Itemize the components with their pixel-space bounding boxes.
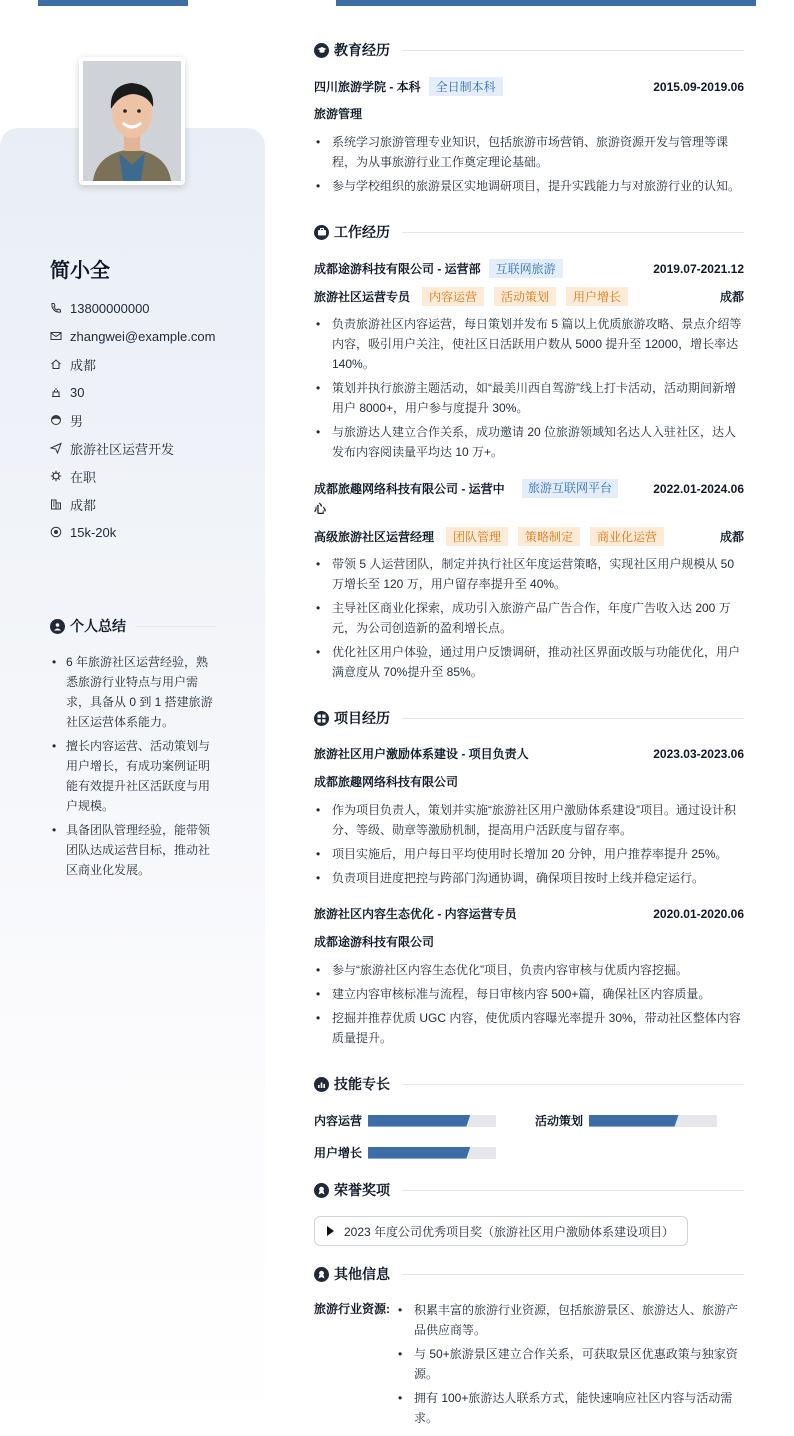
skill-item xyxy=(314,1144,496,1161)
other-label: 旅游行业资源: xyxy=(314,1302,390,1316)
city-row xyxy=(50,490,215,518)
summary-title-text: 个人总结 xyxy=(70,618,126,634)
send-icon xyxy=(50,442,62,454)
job-target-text: 旅游社区运营开发 xyxy=(70,441,175,457)
skill-tag: 用户增长 xyxy=(566,287,628,306)
user-icon xyxy=(50,619,65,634)
project-details xyxy=(314,800,744,892)
job-role: 高级旅游社区运营经理 xyxy=(314,530,435,544)
industry-tag: 互联网旅游 xyxy=(489,259,563,278)
list-item: • 6 年旅游社区运营经验，熟悉旅游行业特点与用户需求，具备从 0 到 1 搭建旅游社区运营体系能力。 xyxy=(50,652,215,732)
list-item: • 负责项目进度把控与跨部门沟通协调，确保项目按时上线并稳定运行。 xyxy=(314,868,744,888)
skills-title-text: 技能专长 xyxy=(334,1076,390,1092)
awards-title-text: 荣誉奖项 xyxy=(334,1182,390,1198)
salary-row xyxy=(50,518,215,546)
gender-row xyxy=(50,406,215,434)
project-company-row xyxy=(314,933,744,950)
graduation-icon xyxy=(314,43,329,58)
job-date: 2022.01-2024.06 xyxy=(653,482,744,496)
project-name: 旅游社区内容生态优化 - 内容运营专员 xyxy=(314,907,517,921)
skill-name: 内容运营 xyxy=(314,1114,363,1128)
skill-bar-fill xyxy=(368,1147,470,1159)
list-item: • 主导社区商业化探索，成功引入旅游产品广告合作，年度广告收入达 200 万元，为公司创造新的盈利增长点。 xyxy=(314,598,744,638)
other-title-text: 其他信息 xyxy=(334,1266,390,1282)
job-date: 2019.07-2021.12 xyxy=(653,261,744,276)
email-row xyxy=(50,322,215,350)
awards-section-title xyxy=(314,1180,744,1200)
skill-bar-fill xyxy=(589,1115,679,1127)
list-item: • 参与学校组织的旅游景区实地调研项目，提升实践能力与对旅游行业的认知。 xyxy=(314,176,744,196)
home-icon xyxy=(50,358,62,370)
age-icon xyxy=(50,386,62,398)
list-item: • 挖掘并推荐优质 UGC 内容，使优质内容曝光率提升 30%，带动社区整体内容质量提升。 xyxy=(314,1008,744,1048)
skill-tag: 活动策划 xyxy=(494,287,556,306)
city-text: 成都 xyxy=(70,497,97,513)
divider xyxy=(402,50,744,51)
briefcase-icon xyxy=(314,225,329,240)
award-icon xyxy=(314,1267,329,1282)
age-row xyxy=(50,378,215,406)
salary-icon xyxy=(50,526,62,538)
other-list xyxy=(396,1300,744,1432)
skill-item xyxy=(535,1112,717,1129)
award-text: 2023 年度公司优秀项目奖（旅游社区用户激励体系建设项目） xyxy=(344,1224,675,1239)
skill-name: 活动策划 xyxy=(535,1114,584,1128)
expand-triangle-icon xyxy=(327,1226,334,1236)
job-role-row xyxy=(314,527,744,546)
job-role: 旅游社区运营专员 xyxy=(314,290,411,304)
top-accent-bar-right xyxy=(336,0,756,6)
skill-tag: 商业化运营 xyxy=(590,527,664,546)
list-item: • 具备团队管理经验，能带领团队达成运营目标，推动社区商业化发展。 xyxy=(50,820,215,880)
list-item: • 参与“旅游社区内容生态优化”项目，负责内容审核与优质内容挖掘。 xyxy=(314,960,744,980)
skill-bar-fill xyxy=(368,1115,470,1127)
skill-item xyxy=(314,1112,496,1129)
divider xyxy=(402,1190,744,1191)
education-title-text: 教育经历 xyxy=(334,42,390,58)
project-header-row xyxy=(314,905,744,922)
phone-row xyxy=(50,294,215,322)
list-item: • 积累丰富的旅游行业资源，包括旅游景区、旅游达人、旅游产品供应商等。 xyxy=(396,1300,744,1340)
job-role-row xyxy=(314,287,744,306)
list-item: • 与 50+旅游景区建立合作关系，可获取景区优惠政策与独家资源。 xyxy=(396,1344,744,1384)
location-row xyxy=(50,350,215,378)
candidate-name: 简小全 xyxy=(50,260,110,282)
degree-tag: 全日制本科 xyxy=(429,77,503,96)
skill-name: 用户增长 xyxy=(314,1146,363,1160)
gender-icon xyxy=(50,414,62,426)
divider xyxy=(402,1274,744,1275)
job-header-row xyxy=(314,259,744,278)
industry-tag: 旅游互联网平台 xyxy=(522,479,618,498)
list-item: • 策划并执行旅游主题活动，如“最美川西自驾游”线上打卡活动，活动期间新增用户 8000+，用户参与度提升 30%。 xyxy=(314,378,744,418)
divider xyxy=(402,232,744,233)
skill-bar xyxy=(589,1115,717,1127)
email-text: zhangwei@example.com xyxy=(70,328,216,344)
list-item: • 带领 5 人运营团队，制定并执行社区年度运营策略，实现社区用户规模从 50 万增长至 120 万，用户留存率提升至 40%。 xyxy=(314,554,744,594)
education-details xyxy=(314,132,744,200)
chart-icon xyxy=(314,1077,329,1092)
other-section-title xyxy=(314,1264,744,1284)
list-item: • 系统学习旅游管理专业知识，包括旅游市场营销、旅游资源开发与管理等课程，为从事旅游行业工作奠定理论基础。 xyxy=(314,132,744,172)
award-icon xyxy=(314,1183,329,1198)
list-item: • 优化社区用户体验，通过用户反馈调研，推动社区界面改版与功能优化，用户满意度从 70%提升至 85%。 xyxy=(314,642,744,682)
grid-icon xyxy=(314,711,329,726)
status-text: 在职 xyxy=(70,469,97,485)
gender-text: 男 xyxy=(70,413,84,429)
avatar-photo xyxy=(83,61,181,181)
work-section-title xyxy=(314,222,744,242)
major-name: 旅游管理 xyxy=(314,107,363,121)
project-company: 成都途游科技有限公司 xyxy=(314,935,435,949)
education-date: 2015.09-2019.06 xyxy=(653,79,744,94)
education-header-row xyxy=(314,77,744,96)
list-item: • 与旅游达人建立合作关系，成功邀请 20 位旅游领域知名达人入驻社区，达人发布内容阅读量平均达 10 万+。 xyxy=(314,422,744,462)
project-date: 2023.03-2023.06 xyxy=(653,746,744,761)
divider xyxy=(402,718,744,719)
divider xyxy=(402,1084,744,1085)
skill-bar xyxy=(368,1115,496,1127)
job-target-row xyxy=(50,434,215,462)
list-item: • 负责旅游社区内容运营，每日策划并发布 5 篇以上优质旅游攻略、景点介绍等内容，吸引用户关注，使社区日活跃用户数从 5000 提升至 12000，增长率达 140%。 xyxy=(314,314,744,374)
top-accent-bar-left xyxy=(38,0,188,6)
work-title-text: 工作经历 xyxy=(334,224,390,240)
school-name: 四川旅游学院 - 本科 xyxy=(314,80,421,94)
avatar xyxy=(79,57,185,185)
major-row xyxy=(314,105,744,122)
contact-info xyxy=(50,294,215,546)
job-city: 成都 xyxy=(719,530,744,544)
award-item[interactable] xyxy=(314,1216,688,1246)
job-city: 成都 xyxy=(719,290,744,304)
company-name: 成都旅趣网络科技有限公司 - 运营中心 xyxy=(314,482,505,516)
project-section-title xyxy=(314,708,744,728)
skills-section-title xyxy=(314,1074,744,1094)
location-text: 成都 xyxy=(70,357,97,373)
mail-icon xyxy=(50,330,62,342)
divider xyxy=(136,626,216,627)
age-text: 30 xyxy=(70,384,85,400)
skill-bar xyxy=(368,1147,496,1159)
project-details xyxy=(314,960,744,1052)
list-item: • 作为项目负责人，策划并实施“旅游社区用户激励体系建设”项目。通过设计积分、等级、勋章等激励机制，提高用户活跃度与留存率。 xyxy=(314,800,744,840)
list-item: • 项目实施后，用户每日平均使用时长增加 20 分钟，用户推荐率提升 25%。 xyxy=(314,844,744,864)
summary-list xyxy=(50,652,215,884)
list-item: • 擅长内容运营、活动策划与用户增长，有成功案例证明能有效提升社区活跃度与用户规模。 xyxy=(50,736,215,816)
phone-text: 13800000000 xyxy=(70,300,150,316)
job-header-row xyxy=(314,479,744,519)
project-company-row xyxy=(314,773,744,790)
project-name: 旅游社区用户激励体系建设 - 项目负责人 xyxy=(314,747,529,761)
list-item: • 拥有 100+旅游达人联系方式，能快速响应社区内容与活动需求。 xyxy=(396,1388,744,1428)
status-row xyxy=(50,462,215,490)
education-section-title xyxy=(314,40,744,60)
project-title-text: 项目经历 xyxy=(334,710,390,726)
project-header-row xyxy=(314,745,744,762)
summary-section-title xyxy=(50,616,216,636)
phone-icon xyxy=(50,302,62,314)
status-icon xyxy=(50,470,62,482)
project-company: 成都旅趣网络科技有限公司 xyxy=(314,775,459,789)
job-details xyxy=(314,314,744,466)
city-icon xyxy=(50,498,62,510)
skill-tag: 内容运营 xyxy=(422,287,484,306)
skill-tag: 团队管理 xyxy=(446,527,508,546)
project-date: 2020.01-2020.06 xyxy=(653,906,744,921)
skill-tag: 策略制定 xyxy=(518,527,580,546)
salary-text: 15k-20k xyxy=(70,524,117,540)
company-name: 成都途游科技有限公司 - 运营部 xyxy=(314,262,481,276)
list-item: • 建立内容审核标准与流程，每日审核内容 500+篇，确保社区内容质量。 xyxy=(314,984,744,1004)
job-details xyxy=(314,554,744,686)
